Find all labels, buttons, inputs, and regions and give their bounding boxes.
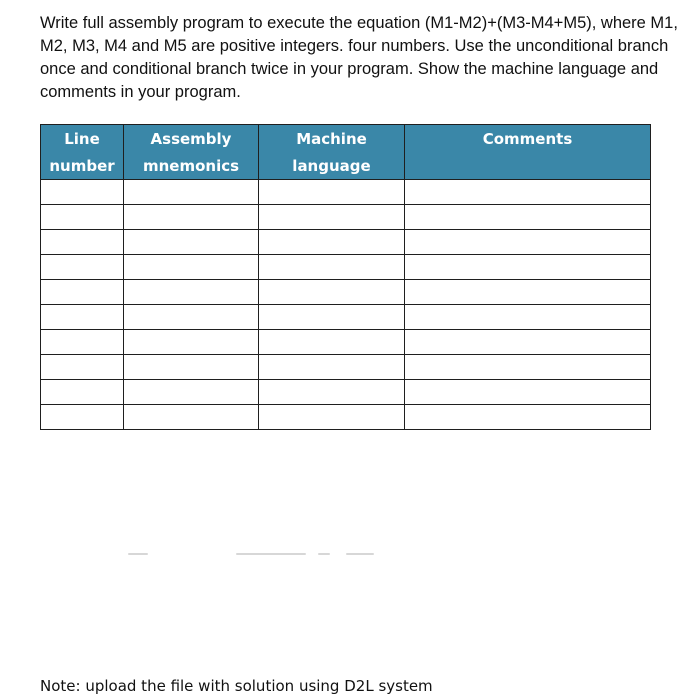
cell-machine[interactable] [259,405,405,430]
cell-assembly[interactable] [124,255,259,280]
table-row [41,330,651,355]
cell-line-number[interactable] [41,355,124,380]
cell-comments[interactable] [405,280,651,305]
cell-machine[interactable] [259,205,405,230]
table-body [41,180,651,430]
cell-assembly[interactable] [124,280,259,305]
table-row [41,255,651,280]
header-line-number [41,125,124,180]
table-header-row [41,125,651,180]
cell-line-number[interactable] [41,330,124,355]
cell-comments[interactable] [405,255,651,280]
header-assembly-mnemonics [124,125,259,180]
cell-assembly[interactable] [124,355,259,380]
cell-machine[interactable] [259,380,405,405]
table-row [41,305,651,330]
table-row [41,405,651,430]
scan-smudge [128,553,148,555]
cell-comments[interactable] [405,305,651,330]
answer-table-container [40,124,651,430]
cell-comments[interactable] [405,355,651,380]
cell-assembly[interactable] [124,230,259,255]
header-machine-language [259,125,405,180]
cell-line-number[interactable] [41,305,124,330]
cell-comments[interactable] [405,405,651,430]
cell-line-number[interactable] [41,280,124,305]
cell-line-number[interactable] [41,380,124,405]
cell-line-number[interactable] [41,205,124,230]
cell-machine[interactable] [259,255,405,280]
cell-machine[interactable] [259,355,405,380]
scan-smudge [346,553,374,555]
cell-machine[interactable] [259,230,405,255]
table-row [41,205,651,230]
cell-machine[interactable] [259,280,405,305]
cell-assembly[interactable] [124,180,259,205]
note-text: Note: upload the file with solution using D2L system [40,677,433,695]
cell-assembly[interactable] [124,330,259,355]
cell-assembly[interactable] [124,380,259,405]
question-text: Write full assembly program to execute the equation (M1-M2)+(M3-M4+M5), where M1, M2, M3, M4 and M5 are positive integers. four numbers. Use the unconditional branch once and conditional branch twice in your program. Show the machine language and comments in your program. [40,14,678,101]
scan-smudge [318,553,330,555]
cell-comments[interactable] [405,230,651,255]
header-comments-label: Comments [482,130,573,148]
table-row [41,355,651,380]
table-row [41,280,651,305]
scan-smudge [236,553,306,555]
cell-machine[interactable] [259,180,405,205]
header-assembly-l1: Assembly [150,130,232,148]
table-row [41,230,651,255]
header-line-number-l1: Line [64,130,100,148]
cell-comments[interactable] [405,205,651,230]
header-machine-l2: language [292,157,371,175]
cell-line-number[interactable] [41,180,124,205]
table-row [41,180,651,205]
cell-assembly[interactable] [124,405,259,430]
cell-assembly[interactable] [124,305,259,330]
cell-line-number[interactable] [41,230,124,255]
cell-machine[interactable] [259,305,405,330]
header-comments [405,125,651,180]
header-machine-l1: Machine [296,130,367,148]
header-assembly-l2: mnemonics [142,157,240,175]
header-line-number-l2: number [49,157,115,175]
cell-comments[interactable] [405,180,651,205]
cell-comments[interactable] [405,380,651,405]
answer-table [40,124,651,430]
cell-machine[interactable] [259,330,405,355]
cell-comments[interactable] [405,330,651,355]
cell-assembly[interactable] [124,205,259,230]
table-row [41,380,651,405]
cell-line-number[interactable] [41,405,124,430]
cell-line-number[interactable] [41,255,124,280]
